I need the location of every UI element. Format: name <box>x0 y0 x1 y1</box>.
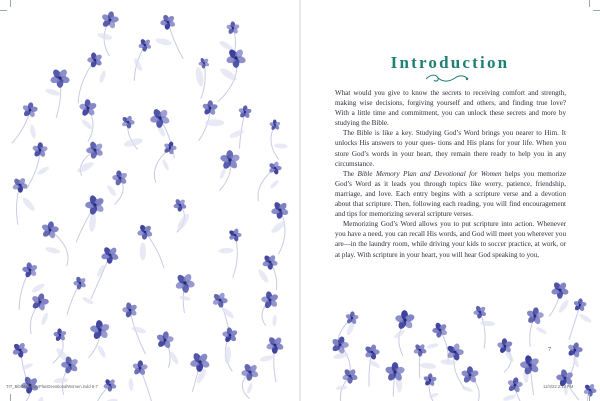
flower <box>101 246 120 264</box>
leaf <box>274 143 288 149</box>
flower <box>22 102 38 118</box>
flower <box>446 343 464 362</box>
flower <box>364 344 380 360</box>
flower <box>112 170 128 186</box>
introduction-body <box>335 88 566 260</box>
leaf <box>578 313 592 324</box>
paragraph-3: The Bible Memory Plan and Devotional for Women helps you memorize God’s Word as it leads you through topics like worry, patience, friendship, marriage, and love. Each entry begins with a scripture verse and a devotion about that scripture. Then, following each reading, you will find encouragement and tips for memorizing several scripture verses. <box>335 169 566 219</box>
leaf <box>420 362 437 370</box>
flower <box>198 57 210 68</box>
leaf <box>82 296 94 305</box>
leaf <box>45 88 61 97</box>
flower <box>432 322 448 338</box>
flower <box>551 281 570 299</box>
flower <box>226 21 240 35</box>
flower <box>22 262 38 278</box>
slug-line-left: TIT_BibleMemoryPlanDevotionalWomen.indd 6-7 <box>6 384 98 389</box>
leaf <box>219 168 227 180</box>
flower <box>150 108 171 128</box>
leaf <box>272 315 277 327</box>
flower <box>175 273 196 294</box>
flower <box>87 52 103 68</box>
flower <box>49 68 70 88</box>
leaf <box>80 118 93 131</box>
leaf <box>131 326 147 335</box>
leaf <box>557 298 570 313</box>
leaf <box>269 179 280 190</box>
leaf <box>128 378 133 391</box>
flower <box>85 194 105 215</box>
flower <box>507 377 523 393</box>
page-title: Introduction <box>390 53 510 72</box>
flower <box>261 291 279 309</box>
book-title-italic: Bible Memory Plan and Devotional for Women <box>357 169 502 178</box>
crop-mark <box>589 0 590 7</box>
flower-stem <box>145 232 164 268</box>
leaf <box>54 377 68 383</box>
flower <box>331 336 349 355</box>
flower <box>384 362 405 382</box>
leaf <box>572 356 580 368</box>
flower <box>86 141 104 160</box>
leaf <box>535 326 547 335</box>
leaf <box>161 159 170 171</box>
flower <box>262 254 278 270</box>
leaf <box>29 124 37 139</box>
leaf <box>21 196 36 212</box>
flower <box>526 307 544 325</box>
flower <box>79 99 98 117</box>
leaf <box>35 396 45 401</box>
leaf <box>98 70 107 84</box>
flower <box>573 298 587 312</box>
flower-stem <box>233 235 238 278</box>
leaf <box>96 264 106 277</box>
crop-mark <box>10 394 11 401</box>
page-number: 7 <box>548 347 551 353</box>
flower <box>238 105 252 119</box>
flower-stem <box>569 305 580 340</box>
flower <box>567 342 583 358</box>
leaf <box>123 137 143 148</box>
paragraph-2: The Bible is like a key. Studying God’s Word brings you nearer to Him. It unlocks His answers to your ques- tions and His plans for your life. When you store God’s words in your heart, they remain there ready to help you in any circumstance. <box>335 129 566 168</box>
crop-mark <box>593 10 600 11</box>
leaf <box>218 248 233 254</box>
flower <box>461 366 480 384</box>
flower <box>222 327 238 343</box>
leaf <box>246 383 254 395</box>
flower <box>101 11 119 29</box>
leaf <box>229 128 245 139</box>
flower-stem <box>271 125 279 159</box>
flower <box>241 363 259 381</box>
crop-mark <box>0 10 7 11</box>
flower <box>41 221 59 239</box>
flower <box>219 150 240 170</box>
flower <box>156 331 174 349</box>
leaf <box>98 397 118 401</box>
flower <box>266 336 285 354</box>
paragraph-1: What would you give to know the secrets to receiving comfort and strength, making wise decisions, forgiving yourself and others, and finding true love? With a little time and commitment, you can unlock these secrets and more by studying the Bible. <box>335 89 566 128</box>
flower <box>395 310 416 330</box>
paragraph-4: Memorizing God’s Word allows you to put scripture into action. Whenever you have a need, you can recall His words, and God will meet you wherever you are—in the laundry room, while driving your kids to soccer practice, at work, or at play. With scripture in your heart, you will hear God speaking to you, <box>335 220 566 259</box>
leaf <box>480 320 495 326</box>
leaf <box>335 385 347 391</box>
flower <box>423 373 437 387</box>
crop-mark <box>589 394 590 401</box>
leaf <box>106 184 117 197</box>
leaf <box>88 213 96 232</box>
leaf <box>194 67 204 87</box>
leaf <box>140 243 146 261</box>
leaf <box>36 165 50 176</box>
leaf <box>76 160 95 174</box>
flower <box>268 161 281 175</box>
leaf <box>257 268 270 284</box>
flower <box>138 38 152 52</box>
flower <box>12 342 28 358</box>
flower <box>132 360 148 376</box>
flower <box>473 305 487 319</box>
leaf <box>427 342 439 349</box>
leaf <box>31 282 46 294</box>
leaf <box>40 312 49 326</box>
flower <box>413 343 427 356</box>
leaf <box>179 295 191 301</box>
leaf <box>502 393 516 401</box>
flower <box>225 48 246 68</box>
flower <box>12 177 28 193</box>
flower <box>173 198 187 212</box>
leaf <box>270 219 287 235</box>
flower <box>271 201 289 219</box>
leaf <box>221 306 236 319</box>
flower <box>160 14 176 30</box>
flower <box>497 338 513 354</box>
flourish-ornament-icon <box>423 73 471 85</box>
leaf <box>259 354 274 362</box>
flower <box>53 328 67 342</box>
flower <box>190 352 211 372</box>
flower <box>31 293 49 312</box>
flower-stem <box>168 22 183 59</box>
leaf <box>175 212 191 232</box>
flower <box>137 224 153 240</box>
leaf <box>97 345 107 359</box>
flower <box>520 354 540 375</box>
slug-line-right: 11/4/22 2:13 PM <box>543 384 574 389</box>
flower <box>122 302 138 318</box>
leaf <box>155 37 173 47</box>
flower <box>269 119 281 130</box>
crop-mark <box>10 0 11 7</box>
leaf <box>205 119 224 126</box>
flower <box>121 115 135 129</box>
flower <box>73 276 87 290</box>
flower <box>212 292 228 308</box>
leaf <box>45 246 61 255</box>
flower <box>228 228 241 242</box>
